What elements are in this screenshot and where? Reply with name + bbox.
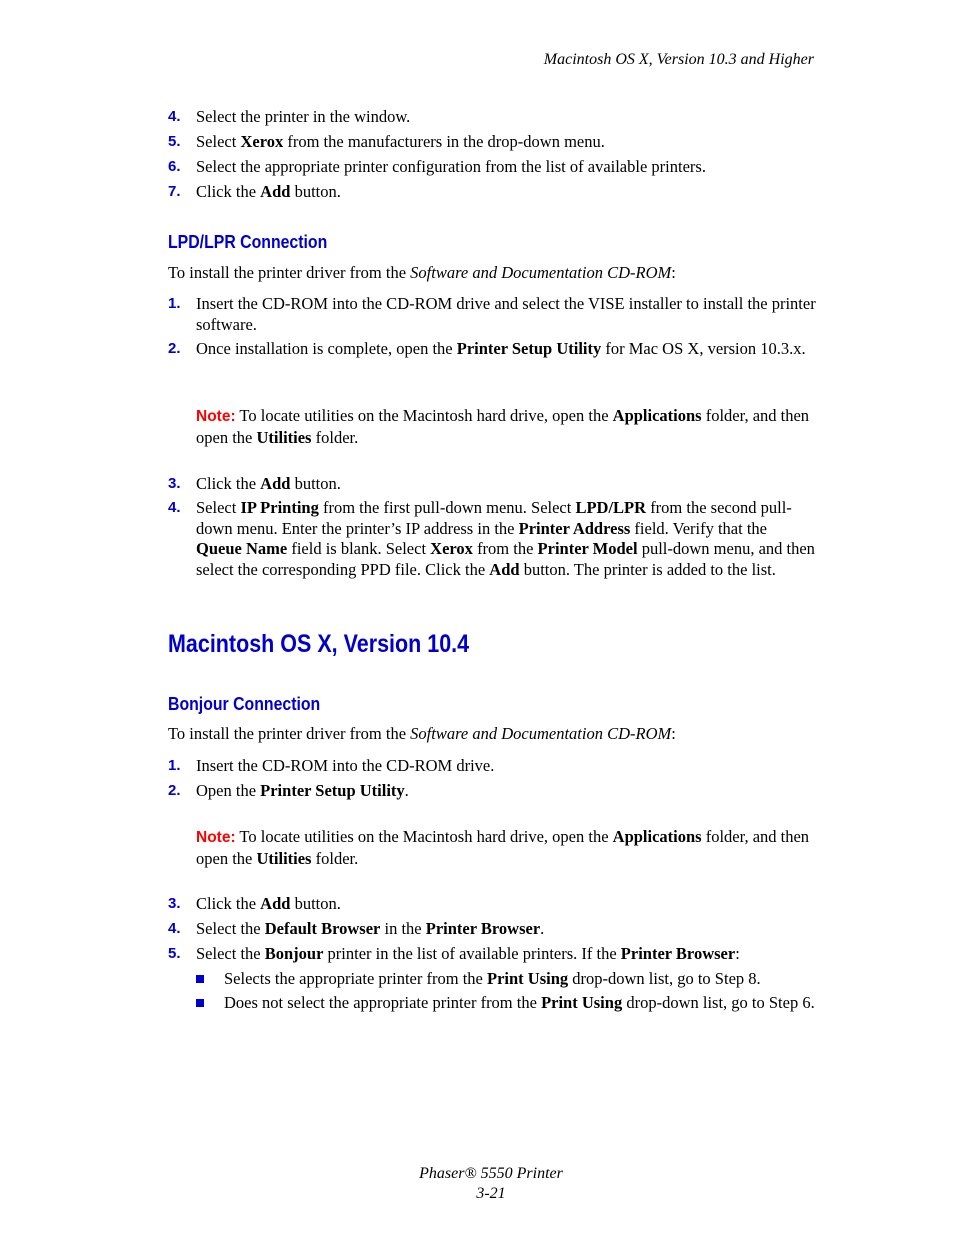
bold-term: Add xyxy=(489,559,520,579)
bullet-text xyxy=(224,969,816,990)
text-run: button. xyxy=(290,474,341,493)
bonjour-intro xyxy=(168,724,676,744)
italic-term: Software and Documentation CD-ROM xyxy=(410,263,672,282)
step-number: 4. xyxy=(168,108,181,125)
text-run: drop-down list, go to Step 8. xyxy=(568,969,761,988)
text-run: To install the printer driver from the xyxy=(168,724,411,743)
list-item xyxy=(168,107,816,128)
text-run: Select xyxy=(196,132,241,151)
bullet-text xyxy=(224,993,816,1014)
bold-term: Xerox xyxy=(430,539,473,558)
bold-term: Printer Setup Utility xyxy=(456,339,602,358)
step-number: 4. xyxy=(168,920,181,937)
step-text xyxy=(196,339,816,360)
bold-term: Xerox xyxy=(240,132,284,151)
text-run: Click the xyxy=(196,894,261,913)
text-run: : xyxy=(671,724,676,743)
text-run: field. Verify that the xyxy=(630,518,767,538)
step-number: 1. xyxy=(168,757,181,774)
step-number: 3. xyxy=(168,895,181,912)
text-run: Click the xyxy=(196,474,261,493)
square-bullet-icon xyxy=(196,999,204,1007)
list-item xyxy=(168,919,816,940)
subsection-heading-bonjour: Bonjour Connection xyxy=(168,694,321,714)
page-footer xyxy=(0,1164,954,1204)
text-run: folder. xyxy=(311,427,359,447)
text-run: Select the xyxy=(196,944,265,963)
section-heading-mac104: Macintosh OS X, Version 10.4 xyxy=(168,630,470,658)
note-label: Note: xyxy=(196,829,236,846)
note-block xyxy=(196,827,816,869)
list-item xyxy=(168,182,816,203)
text-run: Select the printer in the window. xyxy=(196,107,411,126)
bold-term: Printer Model xyxy=(537,539,638,558)
list-item xyxy=(168,894,816,915)
list-item xyxy=(168,294,816,335)
list-item xyxy=(168,474,816,495)
bold-term: Printer Browser xyxy=(425,919,541,938)
text-run: Insert the CD-ROM into the CD-ROM drive and select the VISE installer to install the printer software. xyxy=(196,294,816,334)
bold-term: Add xyxy=(260,182,291,201)
text-run: from the manufacturers in the drop-down menu. xyxy=(283,132,605,151)
text-run: Insert the CD-ROM into the CD-ROM drive. xyxy=(196,756,495,775)
bold-term: Print Using xyxy=(541,993,623,1012)
list-item xyxy=(168,132,816,153)
text-run: from the xyxy=(472,539,538,558)
bold-term: Add xyxy=(260,474,291,493)
text-run: Once installation is complete, open the xyxy=(196,339,457,358)
text-run: pull-down menu, and then select the corresponding PPD file. Click the xyxy=(196,539,815,579)
step-number: 5. xyxy=(168,133,181,150)
step-number: 2. xyxy=(168,340,181,357)
step-text xyxy=(196,474,816,495)
step-number: 2. xyxy=(168,782,181,799)
bold-term: Default Browser xyxy=(264,919,381,938)
text-run: field is blank. Select xyxy=(287,539,431,558)
text-run: folder, and then open the xyxy=(196,406,810,447)
bold-term: Printer Setup Utility xyxy=(260,781,405,800)
text-run: Select the appropriate printer configuration from the list of available printers. xyxy=(196,157,706,176)
page-number: 3-21 xyxy=(476,1185,506,1202)
bold-term: Bonjour xyxy=(264,944,324,963)
bold-term: Applications xyxy=(612,406,702,425)
step-text xyxy=(196,132,816,153)
text-run: Select the xyxy=(196,919,265,938)
step-number: 6. xyxy=(168,158,181,175)
step-text xyxy=(196,756,816,777)
bold-term: Utilities xyxy=(256,848,312,868)
step-text xyxy=(196,107,816,128)
bold-term: Utilities xyxy=(256,427,312,447)
text-run: Select xyxy=(196,498,241,517)
step-text xyxy=(196,498,816,580)
step-number: 7. xyxy=(168,183,181,200)
text-run: Open the xyxy=(196,781,261,800)
list-item xyxy=(168,498,816,580)
step-text xyxy=(196,294,816,335)
list-item xyxy=(168,756,816,777)
text-run: . xyxy=(540,919,545,938)
step-text xyxy=(196,944,816,965)
list-item xyxy=(168,944,816,965)
bullet-item xyxy=(196,969,816,990)
text-run: folder, and then open the xyxy=(196,827,810,868)
list-item xyxy=(168,339,816,360)
step-number: 4. xyxy=(168,499,181,516)
square-bullet-icon xyxy=(196,975,204,983)
lpd-intro xyxy=(168,263,676,283)
running-header: Macintosh OS X, Version 10.3 and Higher xyxy=(543,51,814,68)
bold-term: Printer Address xyxy=(518,518,631,538)
bold-term: Queue Name xyxy=(196,539,288,558)
list-item xyxy=(168,781,816,802)
text-run: folder. xyxy=(311,848,359,868)
text-run: : xyxy=(671,263,676,282)
bold-term: Applications xyxy=(612,827,702,846)
step-text xyxy=(196,781,816,802)
text-run: in the xyxy=(380,919,426,938)
footer-product: Phaser® 5550 Printer xyxy=(419,1165,563,1182)
text-run: : xyxy=(735,944,740,963)
text-run: printer in the list of available printers. If the xyxy=(323,944,621,963)
text-run: button. xyxy=(290,182,341,201)
text-run: button. xyxy=(290,894,341,913)
text-run: Selects the appropriate printer from the xyxy=(224,969,487,988)
text-run: for Mac OS X, version 10.3.x. xyxy=(601,339,806,358)
step-text xyxy=(196,182,816,203)
bold-term: Printer Browser xyxy=(620,944,736,963)
italic-term: Software and Documentation CD-ROM xyxy=(410,724,672,743)
step-number: 3. xyxy=(168,475,181,492)
note-label: Note: xyxy=(196,408,236,425)
step-text xyxy=(196,919,816,940)
bullet-item xyxy=(196,993,816,1014)
text-run: Does not select the appropriate printer from the xyxy=(224,993,542,1012)
list-item xyxy=(168,157,816,178)
text-run: To locate utilities on the Macintosh hard drive, open the xyxy=(235,827,613,846)
step-number: 5. xyxy=(168,945,181,962)
text-run: To install the printer driver from the xyxy=(168,263,411,282)
text-run: . xyxy=(404,781,409,800)
step-text xyxy=(196,894,816,915)
bold-term: Print Using xyxy=(487,969,569,988)
note-block xyxy=(196,406,816,448)
note-text xyxy=(196,406,809,447)
text-run: from the second pull-down menu. Enter the printer’s IP address in the xyxy=(196,498,792,538)
bold-term: IP Printing xyxy=(240,498,319,517)
text-run: Click the xyxy=(196,182,261,201)
bold-term: Add xyxy=(260,894,291,913)
bold-term: LPD/LPR xyxy=(575,498,647,517)
text-run: drop-down list, go to Step 6. xyxy=(622,993,815,1012)
text-run: button. The printer is added to the list. xyxy=(519,559,776,579)
text-run: To locate utilities on the Macintosh hard drive, open the xyxy=(235,406,613,425)
section-heading-lpd: LPD/LPR Connection xyxy=(168,232,328,252)
step-number: 1. xyxy=(168,295,181,312)
note-text xyxy=(196,827,809,868)
text-run: from the first pull-down menu. Select xyxy=(318,498,576,517)
step-text xyxy=(196,157,816,178)
